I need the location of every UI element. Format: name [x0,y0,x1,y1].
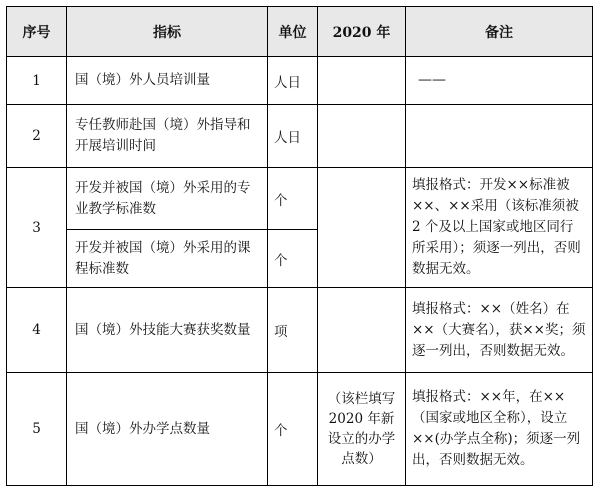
row-indicator: 专任教师赴国（境）外指导和开展培训时间 [67,105,268,168]
row-unit: 个 [268,230,318,288]
table-row [7,373,593,486]
table-row [7,168,593,230]
row-note [406,105,593,168]
header-unit: 单位 [268,7,318,57]
header-indicator: 指标 [67,7,268,57]
row-indicator: 开发并被国（境）外采用的专业教学标准数 [67,168,268,230]
row-serial: 3 [7,168,67,288]
row-year [318,105,406,168]
row-serial: 5 [7,373,67,486]
table-row [7,288,593,373]
indicator-table [6,6,593,486]
row-indicator: 国（境）外技能大赛获奖数量 [67,288,268,373]
table-row [7,57,593,105]
indicator-table-container [6,6,592,486]
row-unit: 个 [268,168,318,230]
header-serial: 序号 [7,7,67,57]
row-serial: 2 [7,105,67,168]
row-serial: 1 [7,57,67,105]
row-indicator: 国（境）外人员培训量 [67,57,268,105]
row-note: —— [406,57,593,105]
row-unit: 人日 [268,105,318,168]
row-year [318,288,406,373]
row-note: 填报格式：××（姓名）在××（大赛名），获××奖；须逐一列出，否则数据无效。 [406,288,593,373]
row-unit: 个 [268,373,318,486]
row-year [318,168,406,288]
row-unit: 人日 [268,57,318,105]
table-row [7,105,593,168]
row-year: （该栏填写 2020 年新设立的办学点数） [318,373,406,486]
header-row [7,7,593,57]
header-year: 2020 年 [318,7,406,57]
row-note: 填报格式：××年，在××（国家或地区全称），设立××(办学点全称)；须逐一列出，否则数据无效。 [406,373,593,486]
row-indicator: 开发并被国（境）外采用的课程标准数 [67,230,268,288]
row-serial: 4 [7,288,67,373]
row-indicator: 国（境）外办学点数量 [67,373,268,486]
row-unit: 项 [268,288,318,373]
row-year [318,57,406,105]
row-note: 填报格式：开发××标准被××、××采用（该标准须被 2 个及以上国家或地区同行所采用）；须逐一列出，否则数据无效。 [406,168,593,288]
header-note: 备注 [406,7,593,57]
